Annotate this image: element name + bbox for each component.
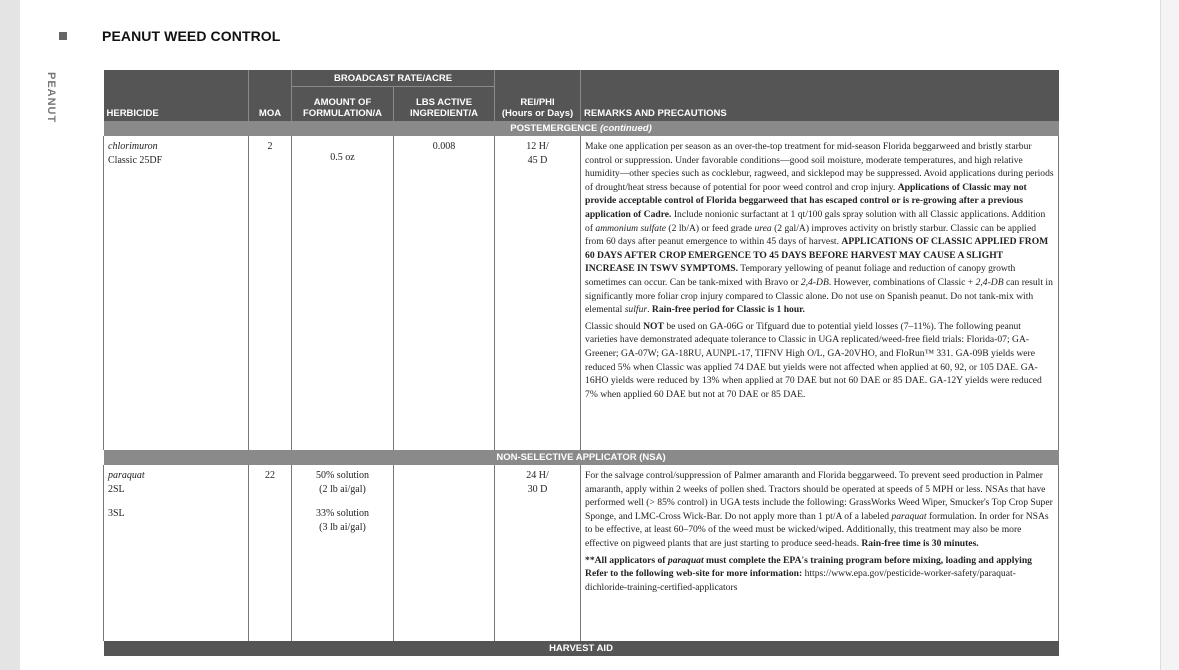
page-title: PEANUT WEED CONTROL: [102, 28, 281, 44]
header-lbs-active: LBS ACTIVE INGREDIENT/A: [394, 87, 495, 122]
table-row-chlorimuron: [104, 136, 1059, 450]
remarks-paragraph: For the salvage control/suppression of Palmer amaranth and Florida beggarweed. To prevent seed production in Palmer amaranth, apply within 2 weeks of pollen shed. Tractors should be operated at speeds of 5 MPH or less. NSAs that have performed well (> 85% control) in UGA tests include the following: GrassWorks Weed Wiper, Smucker's Top Crop Super Sponge, and LMC-Cross Wick-Bar. Do not apply more than 1 pt/A of a labeled paraquat formulation. In order for NSAs to be effective, at least 60–70% of the weed must be wicked/wiped. Additionally, this treatment may also be more effective on pigweed plants that are just starting to produce seed-heads. Rain-free time is 30 minutes.: [585, 470, 1053, 549]
cell-moa: 2: [249, 136, 292, 450]
section-row-harvest-aid: HARVEST AID: [104, 641, 1059, 656]
cell-lbs: 0.008: [394, 136, 495, 450]
header-moa: MOA: [249, 70, 292, 121]
viewer-margin-right: [1160, 0, 1179, 670]
header-broadcast-rate: BROADCAST RATE/ACRE: [292, 70, 495, 87]
cell-remarks: [581, 465, 1059, 641]
document-page: [20, 0, 1160, 670]
section-row-postemergence: POSTEMERGENCE (continued): [104, 121, 1059, 136]
weed-control-table: [103, 70, 1059, 656]
header-amount: AMOUNT OF FORMULATION/A: [292, 87, 394, 122]
header-remarks: REMARKS AND PRECAUTIONS: [581, 70, 1059, 121]
cell-amount: 0.5 oz: [292, 136, 394, 450]
header-rei-phi: REI/PHI (Hours or Days): [495, 70, 581, 121]
remarks-paragraph: Make one application per season as an over-the-top treatment for mid-season Florida beggarweed and bristly starbur control or suppression. Under favorable conditions—good soil moisture, moderate temperatures, and high relative humidity—other species such as cocklebur, ragweed, and sicklepod may be suppressed. Avoid applications during periods of drought/heat stress because of potential for poor weed control and crop injury. Applications of Classic may not provide acceptable control of Florida beggarweed that has escaped control or is re-growing after a previous application of Cadre. Include nonionic surfactant at 1 qt/100 gals spray solution with all Classic applications. Addition of ammonium sulfate (2 lb/A) or feed grade urea (2 gal/A) improves activity on bristly starbur. Classic can be applied from 60 days after peanut emergence to within 45 days of harvest. APPLICATIONS OF CLASSIC APPLIED FROM 60 DAYS AFTER CROP EMERGENCE TO 45 DAYS BEFORE HARVEST MAY CAUSE A SLIGHT INCREASE IN TSWV SYMPTOMS. Temporary yellowing of peanut foliage and reduction of canopy growth sometimes can occur. Can be tank-mixed with Bravo or 2,4-DB. However, combinations of Classic + 2,4-DB can result in significantly more foliar crop injury compared to Classic alone. Do not use on Spanish peanut. Do not tank-mix with elemental sulfur. Rain-free period for Classic is 1 hour.: [585, 141, 1054, 316]
remarks-paragraph: **All applicators of paraquat must complete the EPA's training program before mixing, loading and applying Refer to the following web-site for more information: https://www.epa.gov/pesticide-worker-safety/paraquat-dichloride-training-certified-applicators: [585, 554, 1032, 593]
cell-rei-phi: 24 H/ 30 D: [495, 465, 581, 641]
cell-amount: 50% solution (2 lb ai/gal) 33% solution (3 lb ai/gal): [292, 465, 394, 641]
cell-moa: 22: [249, 465, 292, 641]
cell-lbs: [394, 465, 495, 641]
section-bullet-icon: [59, 32, 67, 40]
remarks-paragraph: Classic should NOT be used on GA-06G or Tifguard due to potential yield losses (7–11%). The following peanut varieties have demonstrated adequate tolerance to Classic in UGA replicated/weed-free field trials: Florida-07; GA-Greener; GA-07W; GA-18RU, AUNPL-17, TIFNV High O/L, GA-20VHO, and FloRun™ 331. GA-09B yields were reduced 5% when Classic was applied 74 DAE but yields were not affected when applied at 60, 92, or 105 DAE. GA-16HO yields were reduced by 13% when applied at 70 DAE but not 60 DAE or 85 DAE. GA-12Y yields were reduced 7% when applied 60 DAE but not at 70 DAE or 85 DAE.: [585, 320, 1042, 400]
cell-remarks: [581, 136, 1059, 450]
table-row-paraquat: [104, 465, 1059, 641]
section-row-nsa: NON-SELECTIVE APPLICATOR (NSA): [104, 450, 1059, 465]
cell-rei-phi: 12 H/ 45 D: [495, 136, 581, 450]
viewer-margin-left: [0, 0, 20, 670]
cell-herbicide: paraquat 2SL 3SL: [104, 465, 249, 641]
side-tab-label: PEANUT: [45, 72, 57, 124]
cell-herbicide: chlorimuron Classic 25DF: [104, 136, 249, 450]
header-herbicide: HERBICIDE: [104, 70, 249, 121]
